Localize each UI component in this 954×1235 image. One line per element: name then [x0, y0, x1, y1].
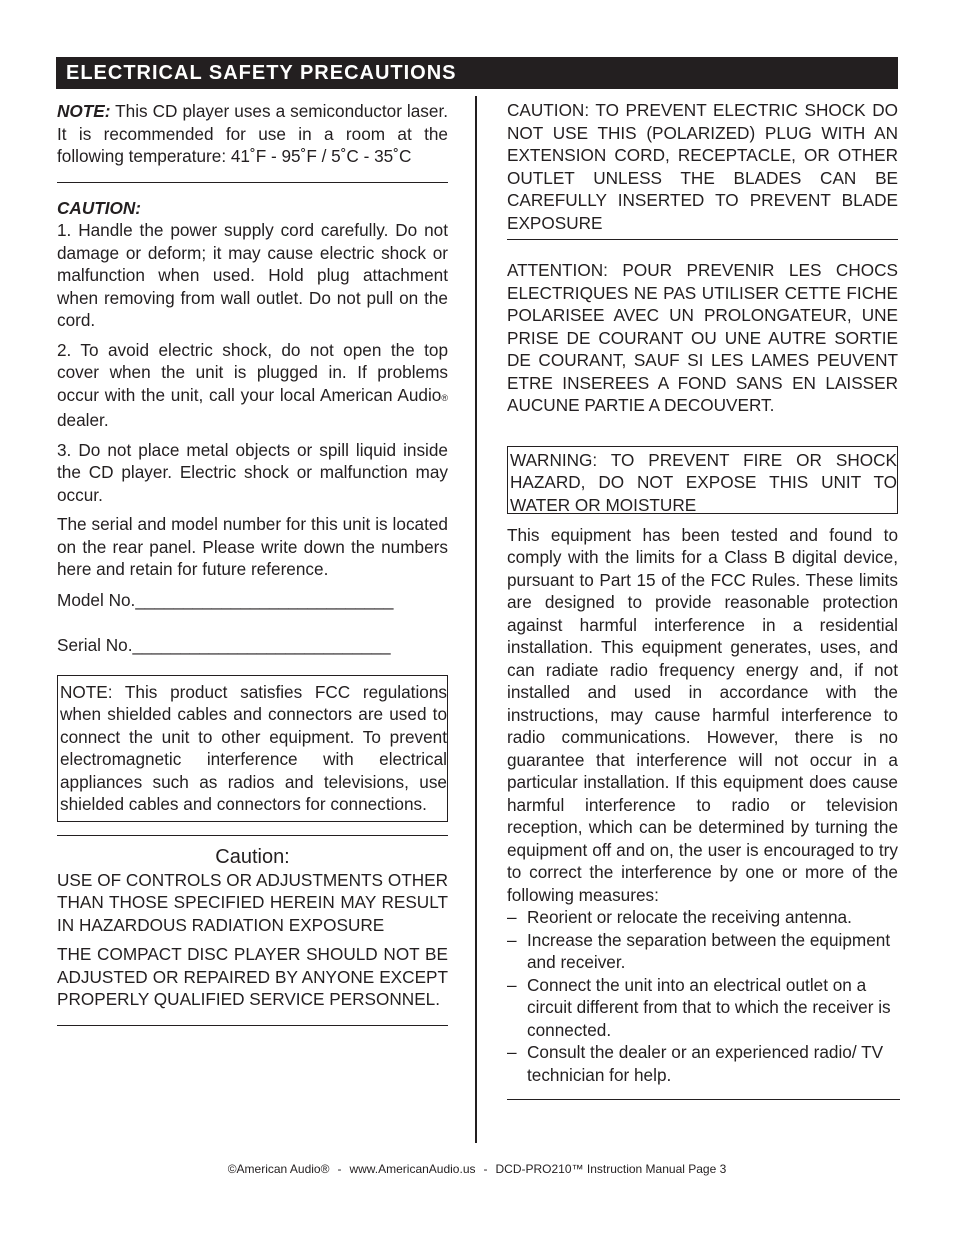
divider [57, 182, 448, 183]
list-item: – Reorient or relocate the receiving antenna. [507, 906, 898, 929]
serial-number-line: Serial No.___________________________ [57, 635, 391, 655]
caution-controls-text: USE OF CONTROLS OR ADJUSTMENTS OTHER THAN THOSE SPECIFIED HEREIN MAY RESULT IN HAZARDOUS RADIATION EXPOSURE [57, 869, 448, 935]
warning-box: WARNING: TO PREVENT FIRE OR SHOCK HAZARD, DO NOT EXPOSE THIS UNIT TO WATER OR MOISTURE [507, 446, 898, 514]
note-label: NOTE: [57, 101, 111, 121]
french-attention: ATTENTION: POUR PREVENIR LES CHOCS ELECTRIQUES NE PAS UTILISER CETTE FICHE POLARISEE AVEC UN PROLONGATEUR, UNE PRISE DE COURANT OU UNE AUTRE SORTIE DE COURANT, SAUF SI LES LAMES PEUVENT ETRE INSEREES A FOND SANS EN LAISSER AUCUNE PARTIE A DECOUVERT. [507, 260, 898, 415]
serial-instructions: The serial and model number for this unit is located on the rear panel. Please write down the numbers here and retain for future reference. [57, 514, 448, 579]
page-footer [0, 1162, 954, 1176]
footer-separator: - [337, 1162, 342, 1176]
note-text: This CD player uses a semiconductor laser. It is recommended for use in a room at the following temperature: 41˚F - 95˚F / 5˚C - 35˚C [57, 101, 448, 166]
caution-item-2 [57, 339, 448, 432]
section-title: ELECTRICAL SAFETY PRECAUTIONS [66, 62, 457, 84]
footer-url: www.AmericanAudio.us [349, 1162, 476, 1176]
caution-label: CAUTION: [57, 197, 142, 218]
column-divider [475, 96, 477, 1143]
left-column [57, 100, 448, 1026]
caution-repair-text: THE COMPACT DISC PLAYER SHOULD NOT BE ADJUSTED OR REPAIRED BY ANYONE EXCEPT PROPERLY QUALIFIED SERVICE PERSONNEL. [57, 944, 448, 1009]
caution-item-3: 3. Do not place metal objects or spill liquid inside the CD player. Electric shock or malfunction may occur. [57, 439, 448, 505]
list-item: – Consult the dealer or an experienced radio/ TV technician for help. [507, 1041, 898, 1086]
divider [507, 239, 898, 240]
divider [57, 1025, 448, 1026]
measures-list [507, 906, 898, 1086]
right-column [507, 99, 898, 1100]
footer-manual-page: DCD-PRO210™ Instruction Manual Page 3 [495, 1162, 727, 1176]
caution-item-1: 1. Handle the power supply cord carefully. Do not damage or deform; it may cause electric shock or malfunction when used. Hold plug attachment when removing from wall outlet. Do not pull on the cord. [57, 220, 448, 330]
footer-copyright: ©American Audio® [227, 1162, 330, 1176]
registered-mark: ® [441, 392, 448, 403]
divider [507, 1099, 900, 1100]
fcc-compliance-text: This equipment has been tested and found to comply with the limits for a Class B digital device, pursuant to Part 15 of the FCC Rules. These limits are designed to provide reasonable protection against harmful interference in a residential installation. This equipment generates, uses, and can radiate radio frequency energy and, if not installed and used in accordance with the instructions, may cause harmful interference to radio communications. However, there is no guarantee that interference will not occur in a particular installation. If this equipment does cause harmful interference to radio or television reception, which can be determined by turning the equipment off and on, the user is encouraged to try to correct the interference by one or more of the following measures: [507, 524, 898, 905]
laser-note [57, 100, 448, 168]
list-item: – Increase the separation between the equipment and receiver. [507, 929, 898, 974]
caution-item-2-end: dealer. [57, 410, 109, 430]
section-title-banner [56, 57, 898, 89]
list-item: – Connect the unit into an electrical outlet on a circuit different from that to which the receiver is connected. [507, 974, 898, 1042]
divider [57, 835, 448, 836]
fcc-note-box: NOTE: This product satisfies FCC regulations when shielded cables and connectors are used to connect the unit to other equipment. To prevent electromagnetic interference with electrical appliances such as radios and televisions, use shielded cables and connectors for connections. [57, 675, 448, 822]
caution-item-2-text: 2. To avoid electric shock, do not open the top cover when the unit is plugged in. If problems occur with the unit, call your local American Audio [57, 339, 448, 405]
model-number-line: Model No.___________________________ [57, 589, 394, 610]
polarized-plug-caution: CAUTION: TO PREVENT ELECTRIC SHOCK DO NOT USE THIS (POLARIZED) PLUG WITH AN EXTENSION CORD, RECEPTACLE, OR OTHER OUTLET UNLESS THE BLADES CAN BE CAREFULLY INSERTED TO PREVENT BLADE EXPOSURE [507, 100, 898, 233]
footer-separator: - [483, 1162, 488, 1176]
caution-heading: Caution: [215, 845, 290, 868]
